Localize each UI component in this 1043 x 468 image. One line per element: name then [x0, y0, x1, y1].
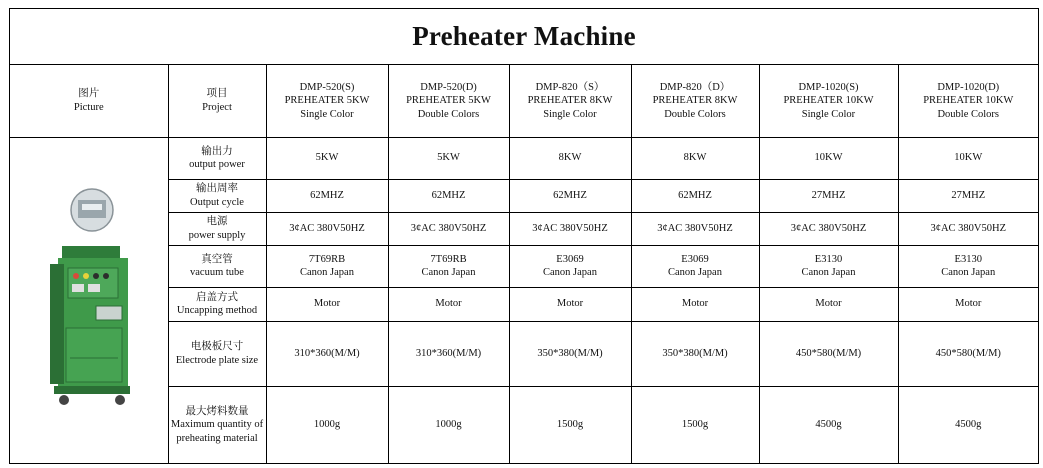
value-cell: 1000g [266, 386, 388, 463]
value-cell: 3¢AC 380V50HZ [266, 212, 388, 245]
value-cell: 450*580(M/M) [759, 321, 898, 386]
value-cell: 310*360(M/M) [388, 321, 509, 386]
value-cell: 62MHZ [388, 179, 509, 212]
value-cell: 62MHZ [266, 179, 388, 212]
value-cell: 3¢AC 380V50HZ [898, 212, 1038, 245]
value-cell: 3¢AC 380V50HZ [759, 212, 898, 245]
row-label-vacuum-tube: 真空管 vacuum tube [168, 245, 266, 287]
value-cell: E3069 Canon Japan [631, 245, 759, 287]
value-cell: 1500g [509, 386, 631, 463]
header-model: DMP-820（D） PREHEATER 8KW Double Colors [631, 65, 759, 137]
value-cell: 8KW [631, 137, 759, 179]
header-picture: 图片 Picture [10, 65, 168, 137]
header-model: DMP-1020(D) PREHEATER 10KW Double Colors [898, 65, 1038, 137]
value-cell: E3130 Canon Japan [759, 245, 898, 287]
row-label-electrode-plate-size: 电极板尺寸 Electrode plate size [168, 321, 266, 386]
value-cell: 8KW [509, 137, 631, 179]
value-cell: E3069 Canon Japan [509, 245, 631, 287]
row-label-output-power: 输出力 output power [168, 137, 266, 179]
value-cell: 5KW [266, 137, 388, 179]
value-cell: 350*380(M/M) [631, 321, 759, 386]
value-cell: Motor [898, 287, 1038, 321]
table-row [10, 137, 1038, 179]
value-cell: 10KW [759, 137, 898, 179]
value-cell: E3130 Canon Japan [898, 245, 1038, 287]
header-model: DMP-520(D) PREHEATER 5KW Double Colors [388, 65, 509, 137]
header-model: DMP-520(S) PREHEATER 5KW Single Color [266, 65, 388, 137]
header-row [10, 65, 1038, 137]
value-cell: 27MHZ [898, 179, 1038, 212]
machine-picture-cell [10, 137, 168, 463]
row-label-power-supply: 电源 power supply [168, 212, 266, 245]
value-cell: 62MHZ [631, 179, 759, 212]
header-model: DMP-1020(S) PREHEATER 10KW Single Color [759, 65, 898, 137]
value-cell: Motor [759, 287, 898, 321]
row-label-maximum-quantity: 最大烤料数量 Maximum quantity of preheating material [168, 386, 266, 463]
value-cell: 450*580(M/M) [898, 321, 1038, 386]
value-cell: 5KW [388, 137, 509, 179]
value-cell: 3¢AC 380V50HZ [631, 212, 759, 245]
value-cell: 62MHZ [509, 179, 631, 212]
value-cell: 4500g [759, 386, 898, 463]
header-project: 项目 Project [168, 65, 266, 137]
value-cell: 7T69RB Canon Japan [266, 245, 388, 287]
spec-sheet [9, 8, 1039, 464]
value-cell: 3¢AC 380V50HZ [388, 212, 509, 245]
value-cell: 350*380(M/M) [509, 321, 631, 386]
value-cell: 7T69RB Canon Japan [388, 245, 509, 287]
value-cell: Motor [509, 287, 631, 321]
value-cell: 27MHZ [759, 179, 898, 212]
value-cell: 10KW [898, 137, 1038, 179]
value-cell: 4500g [898, 386, 1038, 463]
header-model: DMP-820（S） PREHEATER 8KW Single Color [509, 65, 631, 137]
value-cell: 1500g [631, 386, 759, 463]
value-cell: Motor [266, 287, 388, 321]
page-title: Preheater Machine [10, 9, 1038, 65]
value-cell: Motor [388, 287, 509, 321]
value-cell: 3¢AC 380V50HZ [509, 212, 631, 245]
value-cell: 310*360(M/M) [266, 321, 388, 386]
value-cell: 1000g [388, 386, 509, 463]
spec-table [10, 65, 1038, 464]
row-label-uncapping-method: 启盖方式 Uncapping method [168, 287, 266, 321]
row-label-output-cycle: 输出周率 Output cycle [168, 179, 266, 212]
preheater-machine-image [40, 188, 140, 418]
value-cell: Motor [631, 287, 759, 321]
